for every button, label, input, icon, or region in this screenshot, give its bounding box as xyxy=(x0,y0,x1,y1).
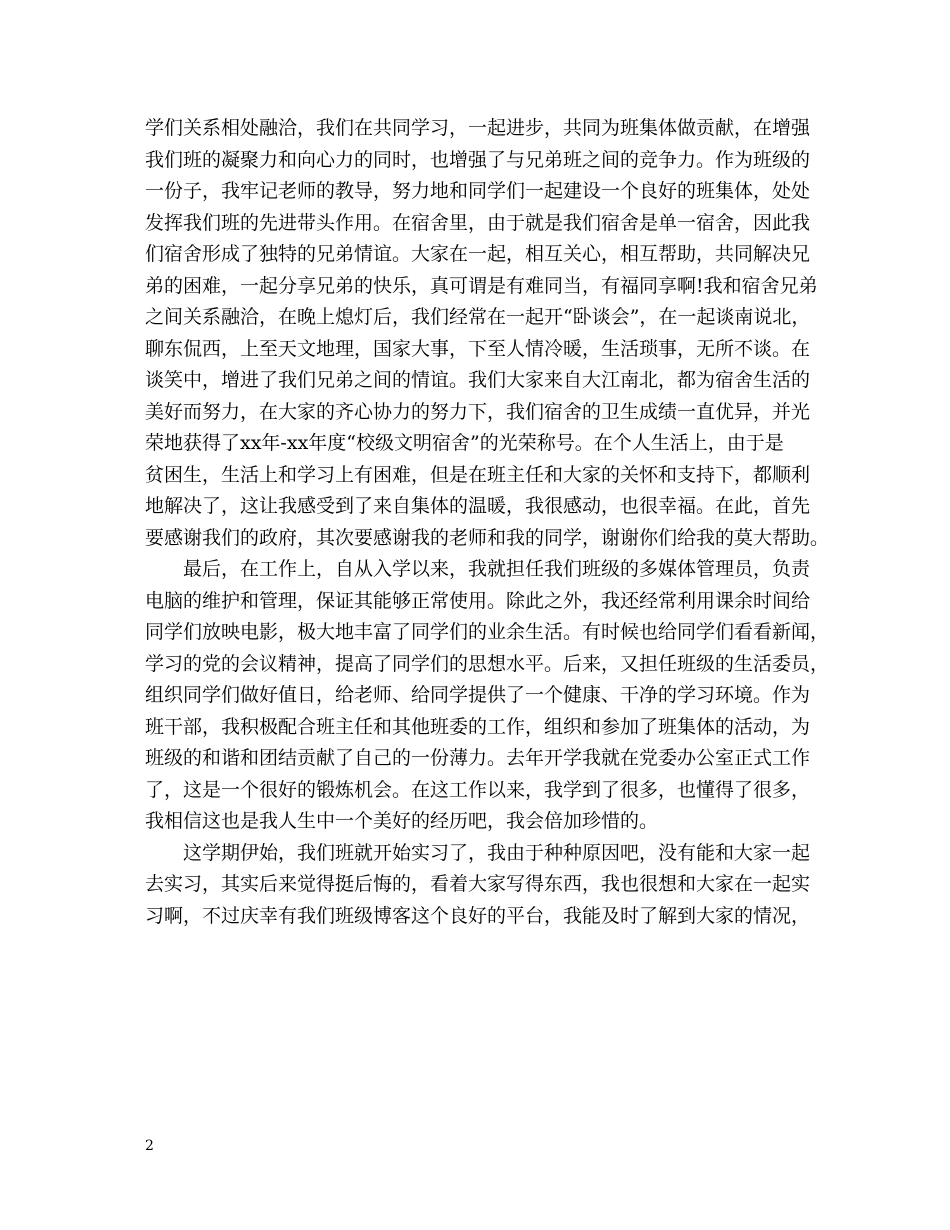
text-line: 了，这是一个很好的锻炼机会。在这工作以来，我学到了很多，也懂得了很多， xyxy=(145,778,811,801)
text-line: 去实习，其实后来觉得挺后悔的，看着大家写得东西，我也很想和大家在一起实 xyxy=(145,873,811,895)
text-line: 班干部，我积极配合班主任和其他班委的工作，组织和参加了班集体的活动，为 xyxy=(145,715,811,738)
text-line: 贫困生，生活上和学习上有困难，但是在班主任和大家的关怀和支持下，都顺利 xyxy=(145,463,811,486)
text-line: 发挥我们班的先进带头作用。在宿舍里，由于就是我们宿舍是单一宿舍，因此我 xyxy=(145,211,811,234)
text-line: 荣地获得了xx年-xx年度“校级文明宿舍”的光荣称号。在个人生活上，由于是 xyxy=(145,432,784,454)
text-line: 同学们放映电影，极大地丰富了同学们的业余生活。有时候也给同学们看看新闻， xyxy=(145,621,830,643)
text-line: 学们关系相处融洽，我们在共同学习，一起进步，共同为班集体做贡献，在增强 xyxy=(145,117,811,139)
text-line: 一份子，我牢记老师的教导，努力地和同学们一起建设一个良好的班集体，处处 xyxy=(145,180,811,202)
text-line: 谈笑中，增进了我们兄弟之间的情谊。我们大家来自大江南北，都为宿舍生活的 xyxy=(145,369,811,391)
text-line: 习啊，不过庆幸有我们班级博客这个良好的平台，我能及时了解到大家的情况， xyxy=(145,904,811,927)
text-line: 这学期伊始，我们班就开始实习了，我由于种种原因吧，没有能和大家一起 xyxy=(145,841,811,864)
text-line: 我们班的凝聚力和向心力的同时，也增强了与兄弟班之间的竞争力。作为班级的 xyxy=(145,148,811,171)
body-text xyxy=(145,113,830,932)
text-line: 地解决了，这让我感受到了来自集体的温暖，我很感动，也很幸福。在此，首先 xyxy=(145,495,811,517)
text-line: 组织同学们做好值日，给老师、给同学提供了一个健康、干净的学习环境。作为 xyxy=(145,684,811,706)
text-line: 们宿舍形成了独特的兄弟情谊。大家在一起，相互关心，相互帮助，共同解决兄 xyxy=(145,243,811,265)
page-number: 2 xyxy=(145,1138,154,1154)
text-line: 最后，在工作上，自从入学以来，我就担任我们班级的多媒体管理员，负责 xyxy=(145,558,811,580)
text-line: 学习的党的会议精神，提高了同学们的思想水平。后来，又担任班级的生活委员， xyxy=(145,652,830,675)
text-line: 之间关系融洽，在晚上熄灯后，我们经常在一起开“卧谈会”，在一起谈南说北， xyxy=(145,306,811,328)
text-line: 我相信这也是我人生中一个美好的经历吧，我会倍加珍惜的。 xyxy=(145,810,659,832)
text-line: 要感谢我们的政府，其次要感谢我的老师和我的同学，谢谢你们给我的莫大帮助。 xyxy=(145,526,830,549)
text-line: 聊东侃西，上至天文地理，国家大事，下至人情冷暖，生活琐事，无所不谈。在 xyxy=(145,337,811,360)
text-line: 班级的和谐和团结贡献了自己的一份薄力。去年开学我就在党委办公室正式工作 xyxy=(145,747,811,769)
text-line: 美好而努力，在大家的齐心协力的努力下，我们宿舍的卫生成绩一直优异，并光 xyxy=(145,400,811,423)
text-line: 电脑的维护和管理，保证其能够正常使用。除此之外，我还经常利用课余时间给 xyxy=(145,589,811,612)
text-line: 弟的困难，一起分享兄弟的快乐，真可谓是有难同当，有福同享啊!我和宿舍兄弟 xyxy=(145,274,818,297)
